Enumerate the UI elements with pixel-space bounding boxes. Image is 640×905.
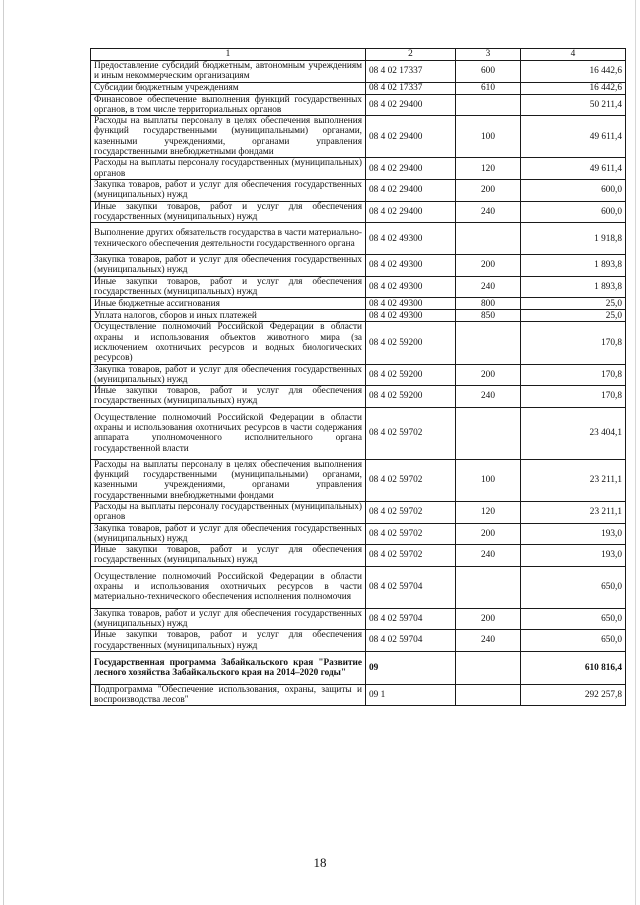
row-type-cell bbox=[456, 684, 521, 706]
row-type-cell: 200 bbox=[456, 255, 521, 277]
row-amount-cell: 49 611,4 bbox=[521, 116, 626, 158]
row-amount-cell: 292 257,8 bbox=[521, 684, 626, 706]
row-code-cell: 08 4 02 17337 bbox=[366, 61, 456, 83]
row-amount-cell: 170,8 bbox=[521, 386, 626, 408]
row-name-cell: Расходы на выплаты персоналу в целях обеспечения выполнения функций государственными (муниципальными) органами, казенными учреждениями, органами управления государственными внебюджетными фондами bbox=[91, 116, 366, 158]
row-name-cell: Осуществление полномочий Российской Федерации в области охраны и использования охотничьих ресурсов в части содержания аппарата уполномоченного исполнительного органа государственной власти bbox=[91, 407, 366, 459]
row-amount-cell: 170,8 bbox=[521, 322, 626, 364]
scan-edge-left bbox=[3, 0, 4, 905]
row-amount-cell: 170,8 bbox=[521, 364, 626, 386]
row-name-cell: Иные закупки товаров, работ и услуг для обеспечения государственных (муниципальных) нужд bbox=[91, 545, 366, 567]
row-name-cell: Иные закупки товаров, работ и услуг для обеспечения государственных (муниципальных) нужд bbox=[91, 276, 366, 298]
row-type-cell bbox=[456, 407, 521, 459]
row-amount-cell: 650,0 bbox=[521, 608, 626, 630]
row-code-cell: 08 4 02 59704 bbox=[366, 566, 456, 608]
table-row bbox=[91, 223, 626, 255]
row-amount-cell: 50 211,4 bbox=[521, 94, 626, 116]
row-amount-cell: 25,0 bbox=[521, 298, 626, 310]
budget-table bbox=[90, 48, 626, 706]
table-header-row bbox=[91, 49, 626, 61]
row-code-cell: 08 4 02 59200 bbox=[366, 386, 456, 408]
row-type-cell: 100 bbox=[456, 459, 521, 501]
table-row bbox=[91, 201, 626, 223]
row-code-cell: 08 4 02 29400 bbox=[366, 201, 456, 223]
table-row bbox=[91, 276, 626, 298]
row-code-cell: 08 4 02 59704 bbox=[366, 608, 456, 630]
table-row bbox=[91, 179, 626, 201]
row-code-cell: 08 4 02 29400 bbox=[366, 94, 456, 116]
row-name-cell: Закупка товаров, работ и услуг для обеспечения государственных (муниципальных) нужд bbox=[91, 364, 366, 386]
row-name-cell: Закупка товаров, работ и услуг для обеспечения государственных (муниципальных) нужд bbox=[91, 179, 366, 201]
table-row bbox=[91, 94, 626, 116]
row-code-cell: 08 4 02 29400 bbox=[366, 116, 456, 158]
row-code-cell: 08 4 02 49300 bbox=[366, 310, 456, 322]
table-row bbox=[91, 501, 626, 523]
table-row bbox=[91, 651, 626, 684]
row-name-cell: Субсидии бюджетным учреждениям bbox=[91, 82, 366, 94]
row-amount-cell: 193,0 bbox=[521, 523, 626, 545]
row-name-cell: Иные закупки товаров, работ и услуг для обеспечения государственных (муниципальных) нужд bbox=[91, 386, 366, 408]
row-amount-cell: 600,0 bbox=[521, 179, 626, 201]
row-name-cell: Закупка товаров, работ и услуг для обеспечения государственных (муниципальных) нужд bbox=[91, 608, 366, 630]
row-code-cell: 08 4 02 59702 bbox=[366, 501, 456, 523]
row-code-cell: 08 4 02 49300 bbox=[366, 276, 456, 298]
row-type-cell: 240 bbox=[456, 545, 521, 567]
row-amount-cell: 23 211,1 bbox=[521, 501, 626, 523]
page-number: 18 bbox=[313, 855, 327, 870]
row-type-cell: 200 bbox=[456, 364, 521, 386]
row-name-cell: Осуществление полномочий Российской Федерации в области охраны и использования охотничьих ресурсов в части материально-технического обеспечения исполнения полномочия bbox=[91, 566, 366, 608]
row-code-cell: 08 4 02 59702 bbox=[366, 407, 456, 459]
row-type-cell: 200 bbox=[456, 523, 521, 545]
row-code-cell: 08 4 02 59702 bbox=[366, 523, 456, 545]
row-type-cell bbox=[456, 223, 521, 255]
row-name-cell: Расходы на выплаты персоналу в целях обеспечения выполнения функций государственными (муниципальными) органами, казенными учреждениями, органами управления государственными внебюджетными фондами bbox=[91, 459, 366, 501]
column-header-amount: 4 bbox=[521, 49, 626, 61]
table-row bbox=[91, 158, 626, 180]
row-type-cell: 850 bbox=[456, 310, 521, 322]
column-header-type: 3 bbox=[456, 49, 521, 61]
table-row bbox=[91, 116, 626, 158]
row-code-cell: 09 bbox=[366, 651, 456, 684]
row-name-cell: Финансовое обеспечение выполнения функций государственных органов, в том числе территориальных органов bbox=[91, 94, 366, 116]
table-row bbox=[91, 82, 626, 94]
row-name-cell: Иные закупки товаров, работ и услуг для обеспечения государственных (муниципальных) нужд bbox=[91, 201, 366, 223]
row-code-cell: 08 4 02 49300 bbox=[366, 298, 456, 310]
row-name-cell: Иные закупки товаров, работ и услуг для обеспечения государственных (муниципальных) нужд bbox=[91, 630, 366, 652]
table-row bbox=[91, 61, 626, 83]
column-header-name: 1 bbox=[91, 49, 366, 61]
row-code-cell: 08 4 02 17337 bbox=[366, 82, 456, 94]
row-type-cell: 240 bbox=[456, 201, 521, 223]
row-type-cell: 240 bbox=[456, 276, 521, 298]
table-row bbox=[91, 630, 626, 652]
row-name-cell: Уплата налогов, сборов и иных платежей bbox=[91, 310, 366, 322]
row-type-cell: 600 bbox=[456, 61, 521, 83]
table-row bbox=[91, 608, 626, 630]
table-row bbox=[91, 298, 626, 310]
row-type-cell: 240 bbox=[456, 630, 521, 652]
row-name-cell: Расходы на выплаты персоналу государственных (муниципальных) органов bbox=[91, 158, 366, 180]
table-row bbox=[91, 386, 626, 408]
row-type-cell bbox=[456, 566, 521, 608]
column-header-code: 2 bbox=[366, 49, 456, 61]
table-row bbox=[91, 310, 626, 322]
row-type-cell: 120 bbox=[456, 158, 521, 180]
row-type-cell: 800 bbox=[456, 298, 521, 310]
row-type-cell bbox=[456, 94, 521, 116]
row-name-cell: Осуществление полномочий Российской Федерации в области охраны и использования объектов животного мира (за исключением охотничьих ресурсов и водных биологических ресурсов) bbox=[91, 322, 366, 364]
table-row bbox=[91, 364, 626, 386]
row-code-cell: 08 4 02 49300 bbox=[366, 255, 456, 277]
row-code-cell: 09 1 bbox=[366, 684, 456, 706]
row-name-cell: Государственная программа Забайкальского края "Развитие лесного хозяйства Забайкальского края на 2014–2020 годы" bbox=[91, 651, 366, 684]
row-amount-cell: 1 918,8 bbox=[521, 223, 626, 255]
table-row bbox=[91, 684, 626, 706]
row-amount-cell: 650,0 bbox=[521, 566, 626, 608]
row-name-cell: Закупка товаров, работ и услуг для обеспечения государственных (муниципальных) нужд bbox=[91, 255, 366, 277]
row-amount-cell: 610 816,4 bbox=[521, 651, 626, 684]
row-amount-cell: 600,0 bbox=[521, 201, 626, 223]
row-code-cell: 08 4 02 59200 bbox=[366, 364, 456, 386]
row-code-cell: 08 4 02 59702 bbox=[366, 459, 456, 501]
row-type-cell: 100 bbox=[456, 116, 521, 158]
row-name-cell: Иные бюджетные ассигнования bbox=[91, 298, 366, 310]
row-type-cell: 200 bbox=[456, 608, 521, 630]
row-amount-cell: 16 442,6 bbox=[521, 61, 626, 83]
row-amount-cell: 16 442,6 bbox=[521, 82, 626, 94]
row-amount-cell: 1 893,8 bbox=[521, 255, 626, 277]
table-row bbox=[91, 545, 626, 567]
row-name-cell: Расходы на выплаты персоналу государственных (муниципальных) органов bbox=[91, 501, 366, 523]
row-type-cell: 240 bbox=[456, 386, 521, 408]
row-code-cell: 08 4 02 59704 bbox=[366, 630, 456, 652]
row-amount-cell: 193,0 bbox=[521, 545, 626, 567]
row-type-cell: 610 bbox=[456, 82, 521, 94]
table-body bbox=[91, 61, 626, 706]
table-row bbox=[91, 566, 626, 608]
row-name-cell: Подпрограмма "Обеспечение использования, охраны, защиты и воспроизводства лесов" bbox=[91, 684, 366, 706]
table-row bbox=[91, 459, 626, 501]
row-type-cell: 200 bbox=[456, 179, 521, 201]
row-amount-cell: 1 893,8 bbox=[521, 276, 626, 298]
row-amount-cell: 49 611,4 bbox=[521, 158, 626, 180]
row-amount-cell: 23 404,1 bbox=[521, 407, 626, 459]
row-type-cell bbox=[456, 651, 521, 684]
row-code-cell: 08 4 02 49300 bbox=[366, 223, 456, 255]
row-code-cell: 08 4 02 29400 bbox=[366, 179, 456, 201]
row-amount-cell: 23 211,1 bbox=[521, 459, 626, 501]
table-row bbox=[91, 523, 626, 545]
row-code-cell: 08 4 02 59702 bbox=[366, 545, 456, 567]
table-row bbox=[91, 322, 626, 364]
row-amount-cell: 650,0 bbox=[521, 630, 626, 652]
scan-edge-right bbox=[635, 0, 636, 905]
table-row bbox=[91, 407, 626, 459]
row-code-cell: 08 4 02 29400 bbox=[366, 158, 456, 180]
row-name-cell: Предоставление субсидий бюджетным, автономным учреждениям и иным некоммерческим организациям bbox=[91, 61, 366, 83]
row-amount-cell: 25,0 bbox=[521, 310, 626, 322]
row-type-cell: 120 bbox=[456, 501, 521, 523]
row-type-cell bbox=[456, 322, 521, 364]
row-code-cell: 08 4 02 59200 bbox=[366, 322, 456, 364]
row-name-cell: Закупка товаров, работ и услуг для обеспечения государственных (муниципальных) нужд bbox=[91, 523, 366, 545]
table-row bbox=[91, 255, 626, 277]
row-name-cell: Выполнение других обязательств государства в части материально-технического обеспечения деятельности государственного органа bbox=[91, 223, 366, 255]
